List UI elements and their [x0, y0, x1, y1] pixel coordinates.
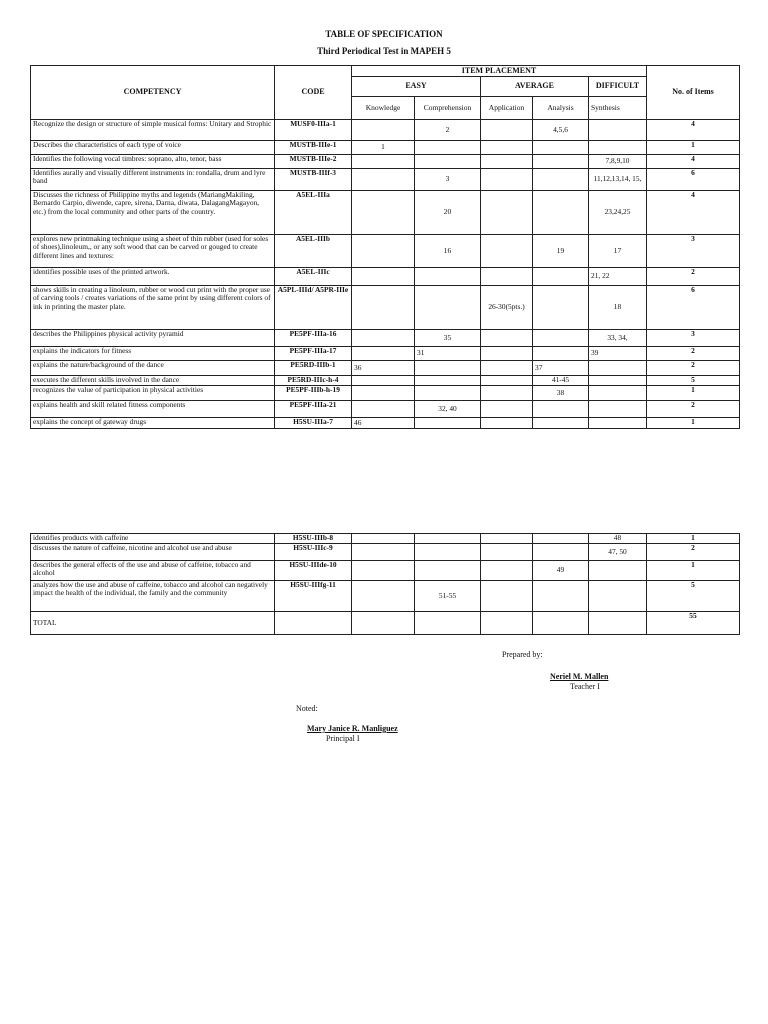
table-row — [31, 120, 740, 141]
synthesis-cell — [589, 401, 647, 418]
knowledge-header: Knowledge — [352, 97, 415, 120]
application-cell — [481, 561, 533, 581]
comprehension-cell: 2 — [415, 120, 481, 141]
specification-table — [30, 65, 740, 429]
analysis-cell: 38 — [533, 386, 589, 401]
synthesis-cell — [589, 418, 647, 429]
knowledge-cell: 36 — [352, 361, 415, 376]
application-cell — [481, 268, 533, 286]
competency-cell: explores new printmaking technique using a sheet of thin rubber (used for soles of shoes),linoleum,, or any soft wood that can be carved or gouged to create different lines and textures: — [31, 235, 275, 268]
application-header: Application — [481, 97, 533, 120]
items-count-cell: 6 — [647, 286, 740, 330]
analysis-cell: 41-45 — [533, 376, 589, 386]
application-cell — [481, 612, 533, 635]
knowledge-cell — [352, 581, 415, 612]
code-cell: PE5PF-IIIb-h-19 — [275, 386, 352, 401]
application-cell — [481, 418, 533, 429]
comprehension-cell — [415, 418, 481, 429]
competency-cell: shows skills in creating a linoleum, rubber or wood cut print with the proper use of carving tools / creates variations of the same print by using different colors of ink in printing the master plate. — [31, 286, 275, 330]
code-cell: MUSTB-IIIe-1 — [275, 141, 352, 155]
items-count-cell: 2 — [647, 268, 740, 286]
analysis-cell — [533, 330, 589, 347]
code-cell: H5SU-IIIfg-11 — [275, 581, 352, 612]
knowledge-cell — [352, 191, 415, 235]
comprehension-cell: 35 — [415, 330, 481, 347]
code-cell: H5SU-IIIde-10 — [275, 561, 352, 581]
application-cell — [481, 361, 533, 376]
table-row — [31, 612, 740, 635]
knowledge-cell — [352, 330, 415, 347]
analysis-cell — [533, 169, 589, 191]
competency-cell: Recognize the design or structure of simple musical forms: Unitary and Strophic — [31, 120, 275, 141]
application-cell — [481, 120, 533, 141]
easy-header: EASY — [352, 77, 481, 97]
items-count-cell: 5 — [647, 581, 740, 612]
competency-cell: describes the general effects of the use and abuse of caffeine, tobacco and alcohol — [31, 561, 275, 581]
items-count-cell: 55 — [647, 612, 740, 635]
comprehension-cell: 51-55 — [415, 581, 481, 612]
competency-cell: executes the different skills involved in the dance — [31, 376, 275, 386]
synthesis-cell — [589, 120, 647, 141]
synthesis-cell: 23,24,25 — [589, 191, 647, 235]
application-cell — [481, 155, 533, 169]
analysis-cell — [533, 286, 589, 330]
table-row — [31, 581, 740, 612]
competency-cell: explains health and skill related fitness components — [31, 401, 275, 418]
code-cell: PE5PF-IIIa-16 — [275, 330, 352, 347]
comprehension-cell — [415, 141, 481, 155]
synthesis-cell — [589, 561, 647, 581]
knowledge-cell — [352, 612, 415, 635]
synthesis-cell: 11,12,13,14, 15, — [589, 169, 647, 191]
items-count-cell: 4 — [647, 155, 740, 169]
knowledge-cell — [352, 347, 415, 361]
table-row — [31, 544, 740, 561]
items-count-cell: 1 — [647, 386, 740, 401]
table-row — [31, 386, 740, 401]
code-cell: H5SU-IIIc-9 — [275, 544, 352, 561]
noted-label: Noted: — [296, 704, 318, 713]
code-cell: MUSF0-IIIa-1 — [275, 120, 352, 141]
synthesis-cell — [589, 141, 647, 155]
knowledge-cell — [352, 534, 415, 544]
no-of-items-header: No. of Items — [647, 66, 740, 120]
preparer-name: Neriel M. Mallen — [550, 672, 609, 681]
comprehension-cell — [415, 268, 481, 286]
synthesis-cell — [589, 376, 647, 386]
table-row — [31, 286, 740, 330]
comprehension-cell: 20 — [415, 191, 481, 235]
table-row — [31, 376, 740, 386]
items-count-cell: 2 — [647, 544, 740, 561]
analysis-cell — [533, 418, 589, 429]
average-header: AVERAGE — [481, 77, 589, 97]
items-count-cell: 3 — [647, 330, 740, 347]
preparer-title: Teacher I — [570, 682, 600, 691]
items-count-cell: 1 — [647, 561, 740, 581]
knowledge-cell — [352, 386, 415, 401]
application-cell — [481, 235, 533, 268]
comprehension-cell — [415, 534, 481, 544]
synthesis-cell: 18 — [589, 286, 647, 330]
knowledge-cell: 1 — [352, 141, 415, 155]
competency-cell: identifies products with caffeine — [31, 534, 275, 544]
code-cell: MUSTB-IIIf-3 — [275, 169, 352, 191]
competency-cell: Discusses the richness of Philippine myths and legends (MariangMakiling, Bernardo Carpio, diwende, capre, sirena, Darna, diwata, DalagangMagayon, etc.) from the local community and other parts of the country. — [31, 191, 275, 235]
table-row — [31, 561, 740, 581]
analysis-cell: 37 — [533, 361, 589, 376]
knowledge-cell — [352, 235, 415, 268]
items-count-cell: 5 — [647, 376, 740, 386]
competency-cell: explains the concept of gateway drugs — [31, 418, 275, 429]
application-cell — [481, 401, 533, 418]
synthesis-cell: 39 — [589, 347, 647, 361]
synthesis-cell: 21, 22 — [589, 268, 647, 286]
comprehension-cell — [415, 544, 481, 561]
analysis-header: Analysis — [533, 97, 589, 120]
synthesis-cell — [589, 361, 647, 376]
code-cell — [275, 612, 352, 635]
items-count-cell: 6 — [647, 169, 740, 191]
competency-cell: analyzes how the use and abuse of caffeine, tobacco and alcohol can negatively impact the health of the individual, the family and the community — [31, 581, 275, 612]
synthesis-cell: 47, 50 — [589, 544, 647, 561]
analysis-cell — [533, 191, 589, 235]
code-header: CODE — [275, 66, 352, 120]
synthesis-cell — [589, 386, 647, 401]
code-cell: H5SU-IIIb-8 — [275, 534, 352, 544]
analysis-cell: 49 — [533, 561, 589, 581]
application-cell — [481, 386, 533, 401]
competency-cell: recognizes the value of participation in physical activities — [31, 386, 275, 401]
items-count-cell: 2 — [647, 347, 740, 361]
synthesis-cell: 33, 34, — [589, 330, 647, 347]
competency-cell: Describes the characteristics of each type of voice — [31, 141, 275, 155]
comprehension-cell — [415, 361, 481, 376]
competency-cell: discusses the nature of caffeine, nicotine and alcohol use and abuse — [31, 544, 275, 561]
knowledge-cell — [352, 169, 415, 191]
analysis-cell — [533, 141, 589, 155]
prepared-by-label: Prepared by: — [502, 650, 543, 659]
application-cell — [481, 191, 533, 235]
competency-header: COMPETENCY — [31, 66, 275, 120]
item-placement-header: ITEM PLACEMENT — [352, 66, 647, 77]
code-cell: PE5PF-IIIa-17 — [275, 347, 352, 361]
synthesis-cell: 7,8,9,10 — [589, 155, 647, 169]
noter-title: Principal I — [326, 734, 360, 743]
items-count-cell: 2 — [647, 401, 740, 418]
knowledge-cell — [352, 120, 415, 141]
code-cell: A5EL-IIIb — [275, 235, 352, 268]
comprehension-cell — [415, 155, 481, 169]
comprehension-header: Comprehension — [415, 97, 481, 120]
table-row — [31, 155, 740, 169]
table-row — [31, 268, 740, 286]
analysis-cell — [533, 401, 589, 418]
comprehension-cell — [415, 612, 481, 635]
competency-cell: TOTAL — [31, 612, 275, 635]
code-cell: PE5RD-IIIb-1 — [275, 361, 352, 376]
code-cell: A5PL-IIId/ A5PR-IIIe — [275, 286, 352, 330]
code-cell: PE5PF-IIIa-21 — [275, 401, 352, 418]
code-cell: H5SU-IIIa-7 — [275, 418, 352, 429]
code-cell: A5EL-IIIc — [275, 268, 352, 286]
comprehension-cell: 32, 40 — [415, 401, 481, 418]
analysis-cell — [533, 612, 589, 635]
comprehension-cell — [415, 376, 481, 386]
knowledge-cell — [352, 376, 415, 386]
application-cell — [481, 581, 533, 612]
synthesis-cell: 17 — [589, 235, 647, 268]
analysis-cell — [533, 155, 589, 169]
application-cell — [481, 347, 533, 361]
items-count-cell: 1 — [647, 534, 740, 544]
competency-cell: explains the nature/background of the dance — [31, 361, 275, 376]
analysis-cell — [533, 347, 589, 361]
comprehension-cell — [415, 286, 481, 330]
items-count-cell: 3 — [647, 235, 740, 268]
analysis-cell: 4,5,6 — [533, 120, 589, 141]
analysis-cell: 19 — [533, 235, 589, 268]
code-cell: PE5RD-IIIc-h-4 — [275, 376, 352, 386]
application-cell — [481, 141, 533, 155]
knowledge-cell — [352, 155, 415, 169]
table-row — [31, 418, 740, 429]
analysis-cell — [533, 268, 589, 286]
synthesis-cell: 48 — [589, 534, 647, 544]
document-title: TABLE OF SPECIFICATION — [325, 29, 443, 39]
knowledge-cell — [352, 544, 415, 561]
knowledge-cell: 46 — [352, 418, 415, 429]
items-count-cell: 1 — [647, 418, 740, 429]
code-cell: MUSTB-IIIe-2 — [275, 155, 352, 169]
application-cell — [481, 169, 533, 191]
comprehension-cell: 16 — [415, 235, 481, 268]
items-count-cell: 4 — [647, 191, 740, 235]
table-row — [31, 401, 740, 418]
table-row — [31, 534, 740, 544]
comprehension-cell: 3 — [415, 169, 481, 191]
competency-cell: identifies possible uses of the printed artwork. — [31, 268, 275, 286]
knowledge-cell — [352, 561, 415, 581]
table-row — [31, 169, 740, 191]
comprehension-cell: 31 — [415, 347, 481, 361]
difficult-header: DIFFICULT — [589, 77, 647, 97]
competency-cell: describes the Philippines physical activity pyramid — [31, 330, 275, 347]
table-row — [31, 347, 740, 361]
synthesis-cell — [589, 612, 647, 635]
items-count-cell: 4 — [647, 120, 740, 141]
analysis-cell — [533, 544, 589, 561]
table-row — [31, 141, 740, 155]
comprehension-cell — [415, 561, 481, 581]
table-row — [31, 235, 740, 268]
comprehension-cell — [415, 386, 481, 401]
application-cell — [481, 330, 533, 347]
application-cell: 26-30(5pts.) — [481, 286, 533, 330]
competency-cell: Identifies the following vocal timbres: soprano, alto, tenor, bass — [31, 155, 275, 169]
items-count-cell: 1 — [647, 141, 740, 155]
synthesis-cell — [589, 581, 647, 612]
items-count-cell: 2 — [647, 361, 740, 376]
application-cell — [481, 544, 533, 561]
application-cell — [481, 534, 533, 544]
table-row — [31, 330, 740, 347]
knowledge-cell — [352, 268, 415, 286]
analysis-cell — [533, 581, 589, 612]
noter-name: Mary Janice R. Manliguez — [307, 724, 398, 733]
analysis-cell — [533, 534, 589, 544]
competency-cell: explains the indicators for fitness — [31, 347, 275, 361]
knowledge-cell — [352, 401, 415, 418]
competency-cell: Identifies aurally and visually different instruments in: rondalla, drum and lyre band — [31, 169, 275, 191]
table-row — [31, 191, 740, 235]
code-cell: A5EL-IIIa — [275, 191, 352, 235]
document-subtitle: Third Periodical Test in MAPEH 5 — [317, 46, 451, 56]
knowledge-cell — [352, 286, 415, 330]
table-row — [31, 361, 740, 376]
application-cell — [481, 376, 533, 386]
specification-table-continued — [30, 533, 740, 635]
synthesis-header: Synthesis — [589, 97, 647, 120]
